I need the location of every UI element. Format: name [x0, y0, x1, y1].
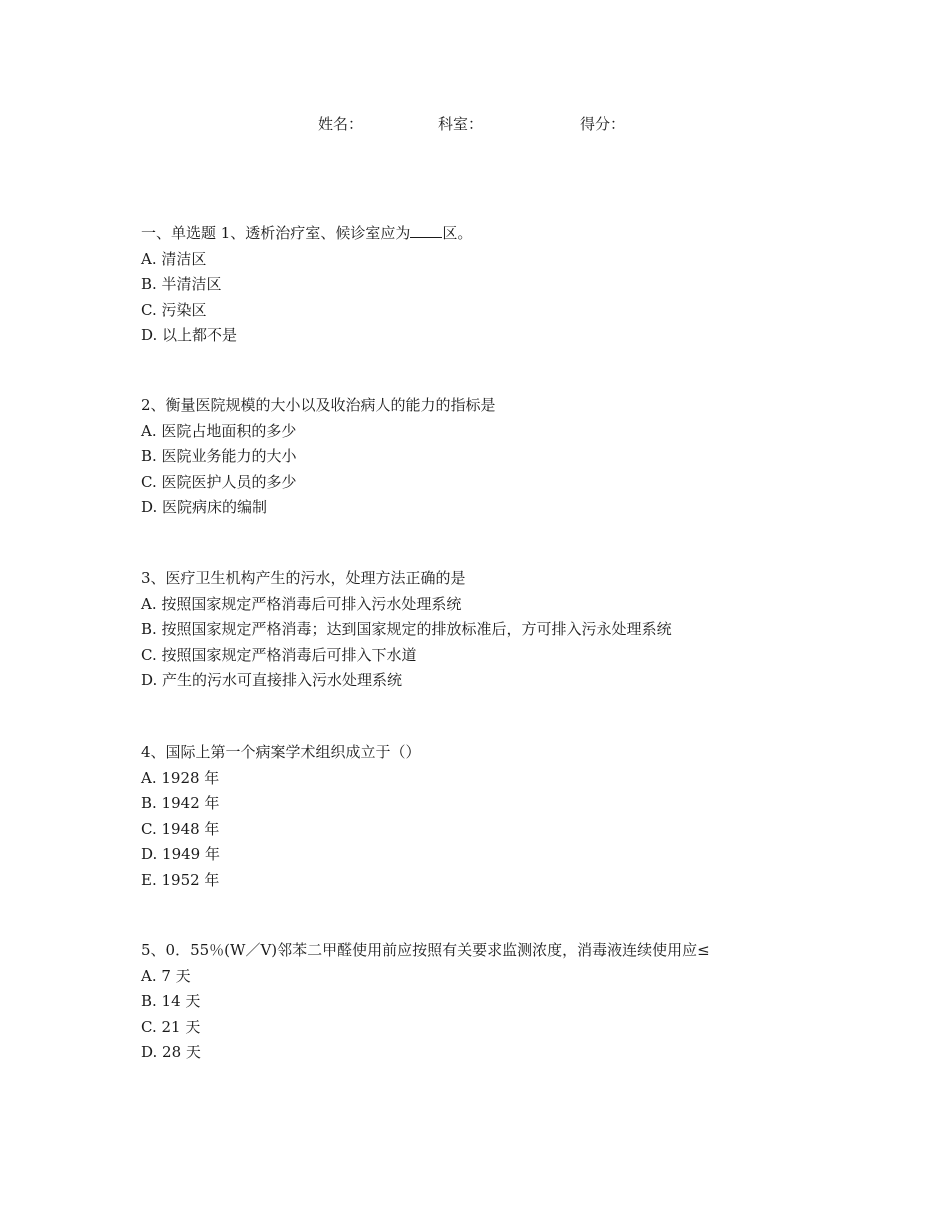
stem-text: 一、单选题 1、透析治疗室、候诊室应为 [141, 224, 411, 242]
question-1 [141, 221, 901, 349]
question-stem: 3、医疗卫生机构产生的污水，处理方法正确的是 [141, 569, 466, 587]
option-a: A. 按照国家规定严格消毒后可排入污水处理系统 [141, 594, 462, 613]
option-d: D. 医院病床的编制 [141, 498, 268, 517]
option-list [141, 247, 901, 349]
option-list [141, 964, 901, 1066]
option-b: B. 医院业务能力的大小 [141, 447, 297, 466]
option-c: C. 按照国家规定严格消毒后可排入下水道 [141, 645, 417, 664]
option-d: D. 28 天 [141, 1043, 201, 1062]
option-c: C. 污染区 [141, 300, 207, 319]
score-label: 得分： [580, 115, 626, 133]
option-b: B. 1942 年 [141, 794, 220, 813]
option-a: A. 1928 年 [141, 768, 220, 787]
option-list [141, 419, 901, 521]
question-3 [141, 566, 901, 694]
option-d: D. 产生的污水可直接排入污水处理系统 [141, 671, 403, 690]
stem-text-end: 区。 [442, 224, 473, 242]
option-e: E. 1952 年 [141, 870, 220, 889]
question-stem [141, 221, 901, 247]
option-d: D. 以上都不是 [141, 326, 238, 345]
answer-blank [410, 223, 442, 238]
question-stem: 2、衡量医院规模的大小以及收治病人的能力的指标是 [141, 396, 496, 414]
option-c: C. 21 天 [141, 1017, 201, 1036]
option-a: A. 7 天 [141, 966, 191, 985]
option-list [141, 766, 901, 894]
option-c: C. 1948 年 [141, 819, 220, 838]
option-d: D. 1949 年 [141, 845, 220, 864]
option-c: C. 医院医护人员的多少 [141, 472, 297, 491]
question-4 [141, 740, 901, 894]
option-b: B. 14 天 [141, 992, 201, 1011]
department-label: 科室： [438, 115, 484, 133]
question-stem: 4、国际上第一个病案学术组织成立于（） [141, 743, 421, 761]
option-list [141, 592, 901, 694]
question-stem: 5、0．55％(W／V)邻苯二甲醛使用前应按照有关要求监测浓度，消毒液连续使用应≤ [141, 941, 710, 959]
option-a: A. 清洁区 [141, 249, 207, 268]
option-b: B. 半清洁区 [141, 275, 222, 294]
question-5 [141, 938, 901, 1066]
option-b: B. 按照国家规定严格消毒；达到国家规定的排放标准后，方可排入污永处理系统 [141, 620, 672, 639]
name-label: 姓名： [318, 115, 364, 133]
option-a: A. 医院占地面积的多少 [141, 421, 297, 440]
exam-header [0, 113, 950, 135]
question-2 [141, 393, 901, 521]
